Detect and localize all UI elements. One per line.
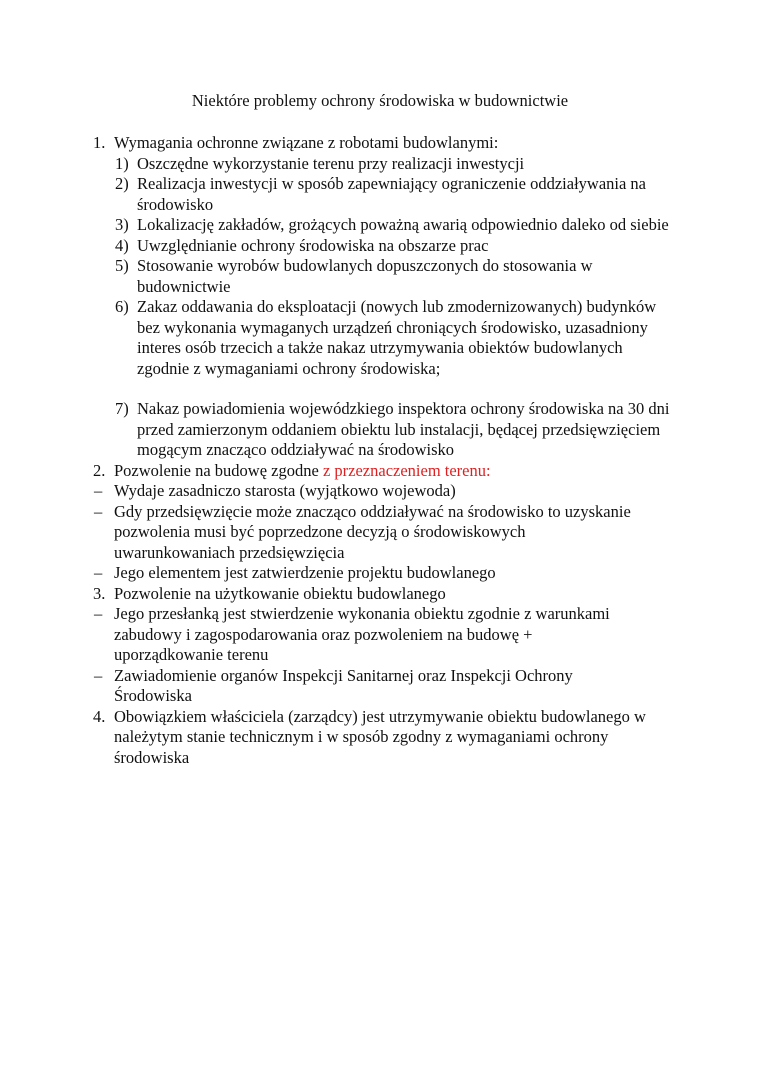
list-marker: 2) [115,174,129,193]
list-marker: 3. [93,583,106,603]
list-marker: 1. [93,133,106,152]
section-4-text: Obowiązkiem właściciela (zarządcy) jest utrzymywanie obiektu budowlanego w należytym stanie technicznym i w sposób zgodny z wymaganiami ochrony środowiska [114,706,646,767]
list-item [94,502,638,564]
section-1-heading [93,133,674,154]
section-3-text: Pozwolenie na użytkowanie obiektu budowlanego [114,583,446,603]
list-item [94,563,638,584]
section-1-text: Wymagania ochronne związane z robotami budowlanymi: [114,133,499,152]
list-item [94,666,638,707]
section-4-heading [93,707,674,769]
list-item-text: Nakaz powiadomienia wojewódzkiego inspektora ochrony środowiska na 30 dni przed zamierzonym oddaniem obiektu lub instalacji, będącej przedsięwzięciem mogącym znacząco oddziaływać na środowisko [137,399,670,459]
list-item [94,604,638,666]
section-2-text: Pozwolenie na budowę zgodne [114,460,323,480]
list-marker: 4) [115,235,129,255]
list-item [94,481,638,502]
list-item-text: Uwzględnianie ochrony środowiska na obszarze prac [137,235,489,255]
list-item [115,154,677,175]
list-marker: 4. [93,706,106,726]
section-3-heading [93,584,674,605]
list-item-text: Wydaje zasadniczo starosta (wyjątkowo wojewoda) [114,481,456,500]
list-marker: 6) [115,297,129,316]
list-item-text: Stosowanie wyrobów budowlanych dopuszczonych do stosowania w budownictwie [137,256,593,296]
list-item [115,174,677,215]
list-marker: 1) [115,153,129,173]
list-item [115,256,677,297]
dash-marker: – [94,501,103,521]
list-item [115,297,677,379]
list-item-text: Oszczędne wykorzystanie terenu przy realizacji inwestycji [137,153,525,173]
section-2-heading [93,461,674,482]
list-item-text: Lokalizację zakładów, grożących poważną awarią odpowiednio daleko od siebie [137,215,669,234]
list-item-text: Zawiadomienie organów Inspekcji Sanitarnej oraz Inspekcji Ochrony Środowiska [114,665,573,705]
list-item-text: Realizacja inwestycji w sposób zapewniający ograniczenie oddziaływania na środowisko [137,174,646,214]
dash-marker: – [94,604,103,623]
list-marker: 2. [93,460,106,480]
section-2-highlight: z przeznaczeniem terenu: [322,460,491,480]
list-item [115,399,677,461]
list-item [115,215,677,236]
document-body [0,133,760,768]
list-item-text: Zakaz oddawania do eksploatacji (nowych lub zmodernizowanych) budynków bez wykonania wymaganych urządzeń chroniących środowisko, uzasadniony interes osób trzecich a także nakaz utrzymywania obiektów budowlanych zgodnie z wymaganiami ochrony środowiska; [137,297,657,378]
list-marker: 5) [115,256,129,275]
list-item [115,236,677,257]
dash-marker: – [94,665,103,685]
blank-line [0,379,760,399]
dash-marker: – [94,563,103,582]
list-item-text: Jego przesłanką jest stwierdzenie wykonania obiektu zgodnie z warunkami zabudowy i zagospodarowania oraz pozwoleniem na budowę + uporządkowanie terenu [114,604,610,664]
list-marker: 3) [115,215,129,234]
list-marker: 7) [115,399,129,418]
list-item-text: Jego elementem jest zatwierdzenie projektu budowlanego [114,563,496,582]
dash-marker: – [94,481,103,500]
document-title: Niektóre problemy ochrony środowiska w budownictwie [191,91,569,110]
list-item-text: Gdy przedsięwzięcie może znacząco oddziaływać na środowisko to uzyskanie pozwolenia musi być poprzedzone decyzją o środowiskowych uwarunkowaniach przedsięwzięcia [114,501,631,562]
